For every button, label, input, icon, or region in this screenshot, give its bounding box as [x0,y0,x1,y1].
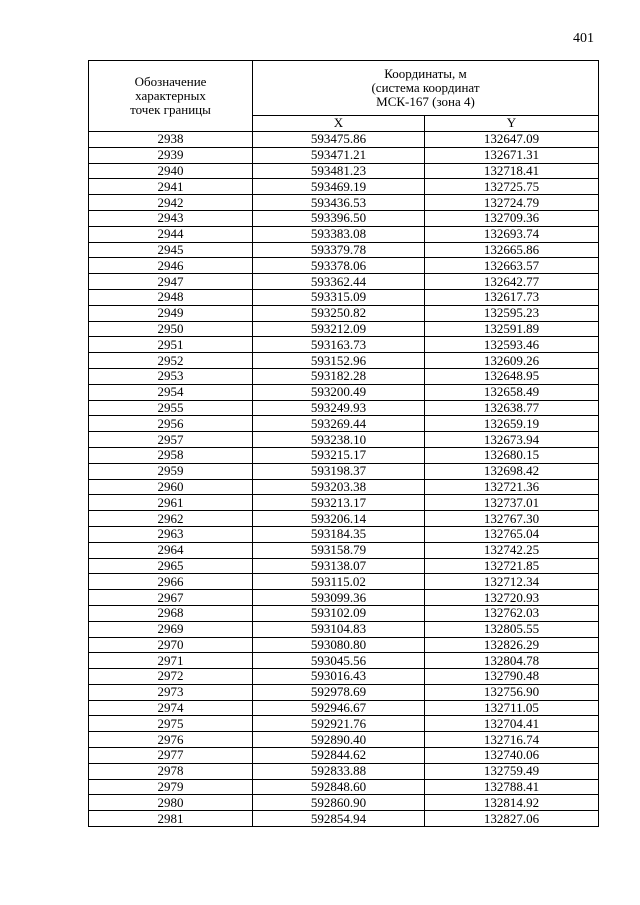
cell-x: 593184.35 [253,526,425,542]
cell-x: 593436.53 [253,195,425,211]
cell-y: 132642.77 [425,274,599,290]
cell-x: 593206.14 [253,511,425,527]
cell-y: 132712.34 [425,574,599,590]
cell-y: 132693.74 [425,226,599,242]
cell-y: 132725.75 [425,179,599,195]
cell-point-id: 2942 [89,195,253,211]
cell-y: 132647.09 [425,132,599,148]
cell-y: 132658.49 [425,384,599,400]
cell-x: 593213.17 [253,495,425,511]
cell-y: 132665.86 [425,242,599,258]
table-row [89,653,599,669]
cell-y: 132720.93 [425,590,599,606]
cell-y: 132765.04 [425,526,599,542]
cell-y: 132737.01 [425,495,599,511]
cell-x: 593102.09 [253,605,425,621]
table-row [89,179,599,195]
cell-x: 593045.56 [253,653,425,669]
cell-y: 132648.95 [425,368,599,384]
cell-point-id: 2962 [89,511,253,527]
cell-x: 593396.50 [253,210,425,226]
cell-y: 132591.89 [425,321,599,337]
cell-point-id: 2948 [89,289,253,305]
cell-x: 593115.02 [253,574,425,590]
cell-y: 132718.41 [425,163,599,179]
cell-x: 593016.43 [253,669,425,685]
table-row [89,432,599,448]
cell-y: 132788.41 [425,779,599,795]
cell-point-id: 2968 [89,605,253,621]
cell-point-id: 2953 [89,368,253,384]
cell-x: 593383.08 [253,226,425,242]
cell-y: 132804.78 [425,653,599,669]
cell-y: 132704.41 [425,716,599,732]
cell-point-id: 2974 [89,700,253,716]
cell-y: 132638.77 [425,400,599,416]
cell-point-id: 2971 [89,653,253,669]
cell-point-id: 2976 [89,732,253,748]
cell-y: 132698.42 [425,463,599,479]
cell-y: 132767.30 [425,511,599,527]
table-row [89,574,599,590]
cell-y: 132721.85 [425,558,599,574]
cell-point-id: 2975 [89,716,253,732]
page-number: 401 [573,31,594,46]
cell-point-id: 2979 [89,779,253,795]
cell-y: 132663.57 [425,258,599,274]
cell-y: 132742.25 [425,542,599,558]
table-row [89,195,599,211]
cell-point-id: 2961 [89,495,253,511]
cell-y: 132790.48 [425,669,599,685]
cell-x: 593203.38 [253,479,425,495]
cell-point-id: 2957 [89,432,253,448]
cell-point-id: 2967 [89,590,253,606]
table-row [89,337,599,353]
table-row [89,732,599,748]
cell-x: 592860.90 [253,795,425,811]
cell-point-id: 2944 [89,226,253,242]
cell-x: 593138.07 [253,558,425,574]
cell-y: 132716.74 [425,732,599,748]
table-row [89,605,599,621]
cell-x: 593250.82 [253,305,425,321]
table-row [89,684,599,700]
table-row [89,353,599,369]
cell-point-id: 2939 [89,147,253,163]
cell-x: 592848.60 [253,779,425,795]
table-row [89,321,599,337]
boundary-points-table [88,60,599,827]
cell-point-id: 2941 [89,179,253,195]
table-row [89,748,599,764]
cell-x: 593182.28 [253,368,425,384]
cell-y: 132680.15 [425,447,599,463]
cell-x: 592844.62 [253,748,425,764]
cell-x: 593238.10 [253,432,425,448]
table-row [89,590,599,606]
table-row [89,700,599,716]
cell-x: 593215.17 [253,447,425,463]
table-row [89,542,599,558]
cell-x: 592854.94 [253,811,425,827]
cell-x: 593475.86 [253,132,425,148]
table-row [89,621,599,637]
table-row [89,558,599,574]
table-row [89,495,599,511]
cell-point-id: 2940 [89,163,253,179]
table-row [89,795,599,811]
table-row [89,669,599,685]
table-row [89,163,599,179]
table-row [89,274,599,290]
cell-y: 132659.19 [425,416,599,432]
cell-y: 132756.90 [425,684,599,700]
cell-x: 593379.78 [253,242,425,258]
cell-x: 593163.73 [253,337,425,353]
cell-point-id: 2954 [89,384,253,400]
cell-y: 132805.55 [425,621,599,637]
table-row [89,511,599,527]
cell-y: 132827.06 [425,811,599,827]
cell-x: 592921.76 [253,716,425,732]
table-row [89,400,599,416]
cell-y: 132709.36 [425,210,599,226]
header-x: X [253,115,425,131]
cell-x: 592833.88 [253,763,425,779]
cell-y: 132593.46 [425,337,599,353]
cell-point-id: 2958 [89,447,253,463]
cell-point-id: 2945 [89,242,253,258]
cell-x: 593198.37 [253,463,425,479]
cell-x: 593481.23 [253,163,425,179]
cell-x: 592946.67 [253,700,425,716]
cell-x: 592890.40 [253,732,425,748]
table-body [89,132,599,827]
cell-point-id: 2947 [89,274,253,290]
cell-x: 593212.09 [253,321,425,337]
table-row [89,289,599,305]
header-y: Y [425,115,599,131]
cell-y: 132595.23 [425,305,599,321]
cell-point-id: 2956 [89,416,253,432]
cell-x: 593158.79 [253,542,425,558]
table-row [89,479,599,495]
cell-y: 132724.79 [425,195,599,211]
cell-y: 132762.03 [425,605,599,621]
cell-x: 593362.44 [253,274,425,290]
cell-x: 593104.83 [253,621,425,637]
cell-x: 593080.80 [253,637,425,653]
table-row [89,637,599,653]
cell-point-id: 2966 [89,574,253,590]
cell-point-id: 2965 [89,558,253,574]
cell-y: 132826.29 [425,637,599,653]
cell-x: 593469.19 [253,179,425,195]
table-row [89,147,599,163]
cell-y: 132617.73 [425,289,599,305]
cell-point-id: 2955 [89,400,253,416]
cell-x: 593200.49 [253,384,425,400]
cell-point-id: 2938 [89,132,253,148]
header-point-designation: Обозначение характерных точек границы [89,61,253,132]
cell-y: 132609.26 [425,353,599,369]
cell-y: 132721.36 [425,479,599,495]
cell-point-id: 2949 [89,305,253,321]
cell-y: 132740.06 [425,748,599,764]
cell-point-id: 2980 [89,795,253,811]
cell-x: 593315.09 [253,289,425,305]
table-row [89,416,599,432]
cell-x: 593152.96 [253,353,425,369]
cell-point-id: 2963 [89,526,253,542]
table-row [89,811,599,827]
cell-y: 132759.49 [425,763,599,779]
cell-point-id: 2969 [89,621,253,637]
cell-point-id: 2959 [89,463,253,479]
cell-x: 592978.69 [253,684,425,700]
cell-point-id: 2960 [89,479,253,495]
cell-point-id: 2952 [89,353,253,369]
cell-point-id: 2951 [89,337,253,353]
table-row [89,258,599,274]
cell-x: 593471.21 [253,147,425,163]
cell-y: 132711.05 [425,700,599,716]
cell-y: 132671.31 [425,147,599,163]
cell-point-id: 2946 [89,258,253,274]
table-row [89,779,599,795]
table-row [89,384,599,400]
cell-point-id: 2972 [89,669,253,685]
cell-y: 132673.94 [425,432,599,448]
cell-point-id: 2950 [89,321,253,337]
cell-x: 593269.44 [253,416,425,432]
cell-point-id: 2973 [89,684,253,700]
table-row [89,763,599,779]
table-row [89,226,599,242]
cell-x: 593099.36 [253,590,425,606]
cell-x: 593378.06 [253,258,425,274]
table-row [89,526,599,542]
cell-point-id: 2970 [89,637,253,653]
table-row [89,447,599,463]
cell-point-id: 2943 [89,210,253,226]
table-row [89,463,599,479]
cell-point-id: 2978 [89,763,253,779]
cell-x: 593249.93 [253,400,425,416]
table-row [89,368,599,384]
table-row [89,132,599,148]
cell-y: 132814.92 [425,795,599,811]
table-row [89,242,599,258]
header-coordinates: Координаты, м (система координат МСК-167 (зона 4) [253,61,599,116]
cell-point-id: 2977 [89,748,253,764]
cell-point-id: 2981 [89,811,253,827]
table-row [89,716,599,732]
cell-point-id: 2964 [89,542,253,558]
table-row [89,210,599,226]
table-row [89,305,599,321]
